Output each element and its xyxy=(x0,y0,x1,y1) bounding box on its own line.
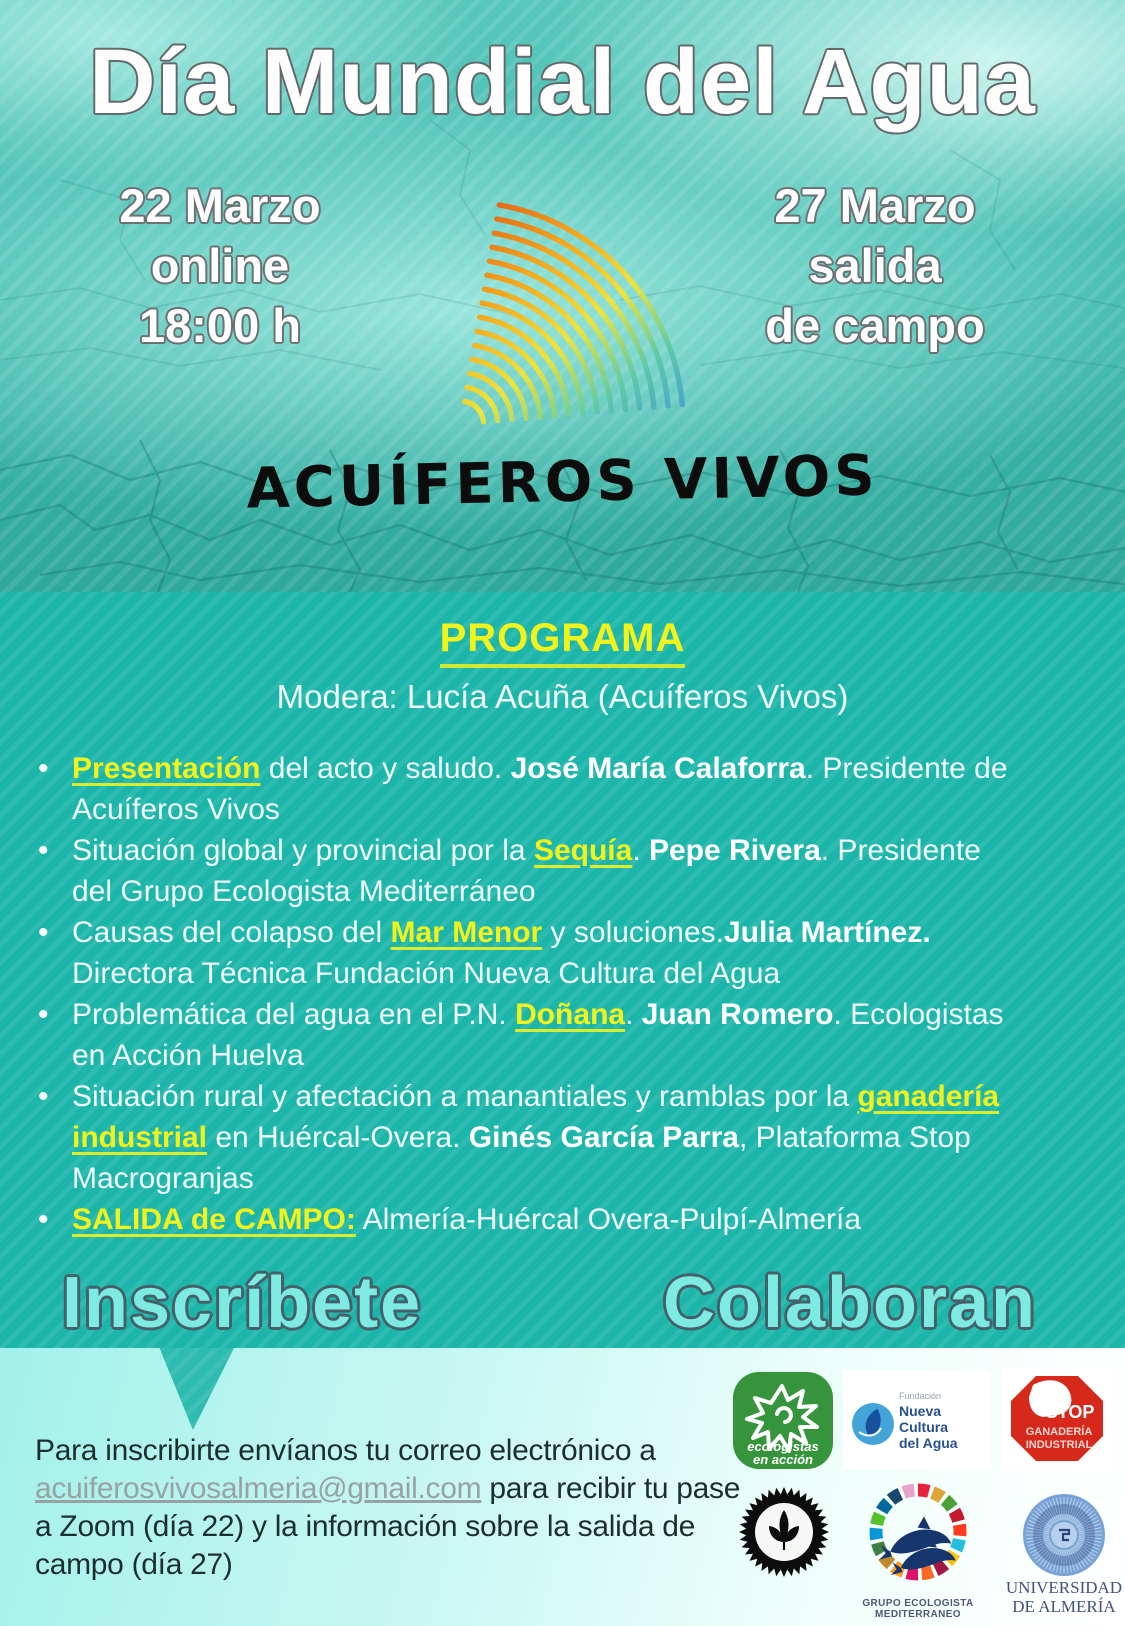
program-list xyxy=(0,748,1125,1240)
registration-text-after: para recibir tu pase a Zoom (día 22) y la información sobre la salida de campo (día 27) xyxy=(35,1472,741,1581)
nca-line2: Cultura xyxy=(899,1419,948,1435)
eco-label-line2: en acción xyxy=(753,1452,813,1467)
logo-stop-ganaderia-industrial xyxy=(1002,1368,1112,1470)
poster-title: Día Mundial del Agua xyxy=(89,31,1036,133)
gem-caption: GRUPO ECOLOGISTA MEDITERRANEO xyxy=(862,1598,974,1620)
program-section xyxy=(0,592,1125,1348)
date-line: 22 Marzo xyxy=(119,179,321,232)
program-heading: PROGRAMA xyxy=(440,616,686,668)
nca-line1: Nueva xyxy=(899,1403,942,1419)
ual-caption xyxy=(988,1578,1125,1616)
program-item: • Situación global y provincial por la Sequía. Pepe Rivera. Presidente del Grupo Ecologista Mediterráneo xyxy=(30,830,1020,912)
program-item: • Presentación del acto y saludo. José María Calaforra. Presidente de Acuíferos Vivos xyxy=(30,748,1020,830)
event-date-online xyxy=(60,176,380,356)
colaboran-heading: Colaboran xyxy=(662,1263,1037,1343)
hero-section xyxy=(0,0,1125,592)
registration-text-before: Para inscribirte envíanos tu correo electrónico a xyxy=(35,1434,656,1467)
ual-caption-line1: UNIVERSIDAD xyxy=(1005,1578,1123,1597)
program-item: • Causas del colapso del Mar Menor y soluciones.Julia Martínez. Directora Técnica Fundación Nueva Cultura del Agua xyxy=(30,912,1020,994)
date-line: 18:00 h xyxy=(139,299,301,352)
date-line: de campo xyxy=(765,299,985,352)
event-date-field-trip xyxy=(715,176,1035,356)
acuiferos-vivos-wordmark: ACUÍFEROS VIVOS xyxy=(245,443,880,522)
nca-line3: del Agua xyxy=(899,1435,958,1451)
water-drop-logo xyxy=(420,156,705,458)
cta-row xyxy=(0,1262,1125,1348)
nca-fundacion-label: Fundación xyxy=(899,1391,942,1401)
program-item: • Problemática del agua en el P.N. Doñana. Juan Romero. Ecologistas en Acción Huelva xyxy=(30,994,1020,1076)
logo-nueva-cultura-del-agua xyxy=(843,1370,990,1470)
eco-label-line1: ecologistas xyxy=(747,1439,819,1454)
date-line: online xyxy=(150,239,290,292)
program-item: • SALIDA de CAMPO: Almería-Huércal Overa-Pulpí-Almería xyxy=(30,1199,1020,1240)
logo-universidad-de-almeria xyxy=(1022,1493,1106,1577)
speech-bubble-tail xyxy=(158,1348,234,1430)
inscribete-heading: Inscríbete xyxy=(62,1263,423,1343)
email-link[interactable]: acuiferosvivosalmeria@gmail.com xyxy=(35,1472,482,1505)
stop-line1: GANADERÍA xyxy=(1025,1426,1093,1438)
logo-sun-leaf-seal xyxy=(738,1486,830,1578)
date-line: salida xyxy=(808,239,942,292)
stop-line2: INDUSTRIAL xyxy=(1025,1439,1093,1451)
ual-caption-line2: DE ALMERÍA xyxy=(1012,1597,1116,1616)
date-line: 27 Marzo xyxy=(774,179,976,232)
logo-ecologistas-en-accion xyxy=(733,1372,833,1469)
program-item: • Situación rural y afectación a manantiales y ramblas por la ganadería industrial en Huércal-Overa. Ginés García Parra, Plataforma Stop Macrogranjas xyxy=(30,1076,1020,1199)
footer-section xyxy=(0,1348,1125,1626)
logo-grupo-ecologista-mediterraneo xyxy=(862,1476,974,1588)
stop-word: STOP xyxy=(1045,1402,1095,1422)
registration-text xyxy=(35,1432,761,1584)
program-moderator: Modera: Lucía Acuña (Acuíferos Vivos) xyxy=(276,678,849,715)
